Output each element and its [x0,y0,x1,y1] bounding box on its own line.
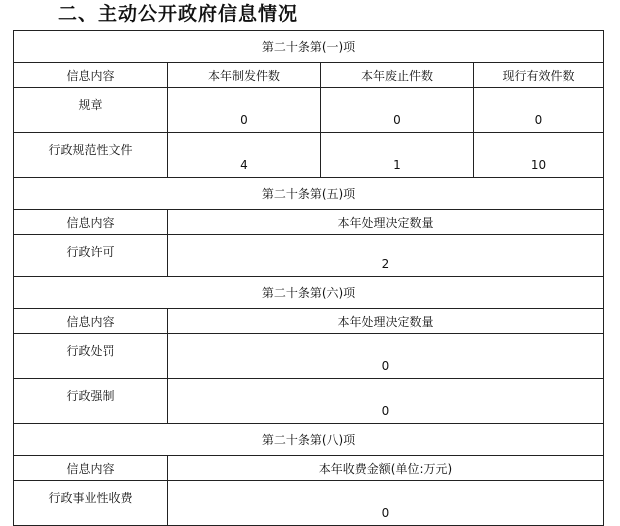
cell-value: 0 [168,334,604,379]
table-row [14,235,604,277]
cell-value: 0 [474,88,604,133]
column-header: 本年收费金额(单位:万元) [168,456,604,481]
column-header: 本年制发件数 [168,63,321,88]
table-row [14,334,604,379]
cell-value: 1 [321,133,474,178]
table-row [14,88,604,133]
cell-value: 4 [168,133,321,178]
header-row [14,309,604,334]
header-row [14,63,604,88]
table-row [14,379,604,424]
row-label: 行政事业性收费 [14,481,168,526]
table-row [14,481,604,526]
row-label: 行政许可 [14,235,168,277]
column-header: 信息内容 [14,210,168,235]
table-row [14,133,604,178]
cell-value: 0 [168,481,604,526]
page-heading: 二、主动公开政府信息情况 [58,3,299,25]
column-header: 本年废止件数 [321,63,474,88]
header-row [14,456,604,481]
section-title-row [14,31,604,63]
cell-value: 0 [321,88,474,133]
section-title: 第二十条第(八)项 [14,424,604,456]
column-header: 信息内容 [14,456,168,481]
section-title: 第二十条第(一)项 [14,31,604,63]
row-label: 行政处罚 [14,334,168,379]
row-label: 规章 [14,88,168,133]
disclosure-table [13,30,604,526]
column-header: 本年处理决定数量 [168,309,604,334]
section-title: 第二十条第(六)项 [14,277,604,309]
cell-value: 2 [168,235,604,277]
column-header: 本年处理决定数量 [168,210,604,235]
cell-value: 0 [168,88,321,133]
cell-value: 0 [168,379,604,424]
row-label: 行政强制 [14,379,168,424]
column-header: 现行有效件数 [474,63,604,88]
column-header: 信息内容 [14,63,168,88]
row-label: 行政规范性文件 [14,133,168,178]
section-title-row [14,277,604,309]
section-title: 第二十条第(五)项 [14,178,604,210]
header-row [14,210,604,235]
section-title-row [14,424,604,456]
section-title-row [14,178,604,210]
column-header: 信息内容 [14,309,168,334]
cell-value: 10 [474,133,604,178]
